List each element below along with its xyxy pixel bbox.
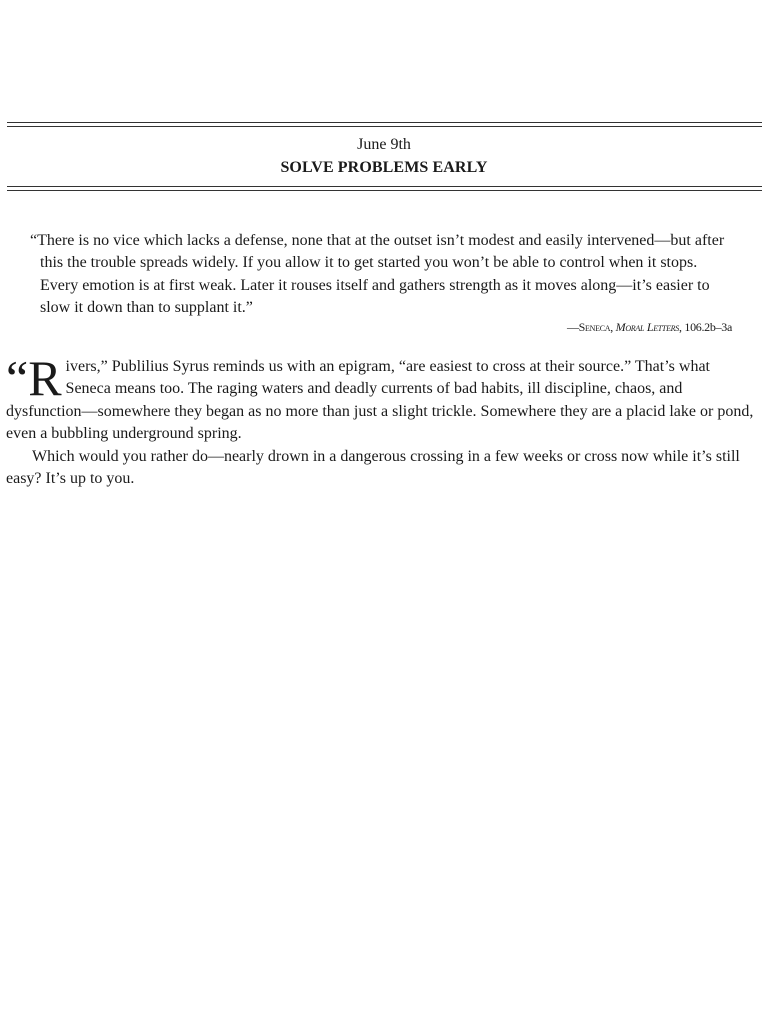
entry-date: June 9th — [357, 136, 411, 153]
body-paragraph-2: Which would you rather do—nearly drown in a dangerous crossing in a few weeks or cross now while it’s still easy? It’s up to you. — [6, 447, 740, 488]
attribution-work: Moral Letters — [615, 320, 679, 334]
attribution-separator: , — [610, 320, 616, 334]
header-top-rule — [7, 122, 762, 123]
attribution-dash: — — [566, 320, 579, 334]
body-paragraph-1 — [6, 350, 754, 446]
epigraph — [30, 230, 730, 320]
drop-cap: “R — [6, 350, 62, 406]
body-text — [6, 350, 754, 490]
header-bottom-rule — [7, 190, 762, 191]
entry-title: SOLVE PROBLEMS EARLY — [280, 159, 488, 176]
page-header — [0, 134, 768, 180]
epigraph-quote: “There is no vice which lacks a defense, none that at the outset isn’t modest and easily intervened—but after this the trouble spreads widely. If you allow it to get started you won’t be able to control when it stops. Every emotion is at first weak. Later it rouses itself and gathers strength as it moves along—it’s easier to slow it down than to supplant it.” — [30, 232, 725, 317]
header-top-rule-inner — [7, 126, 762, 127]
attribution-reference: , 106.2b–3a — [678, 320, 732, 334]
epigraph-attribution — [567, 318, 732, 336]
attribution-author: Seneca — [578, 320, 611, 334]
body-paragraph-1-text: ivers,” Publilius Syrus reminds us with an epigram, “are easiest to cross at their source.” That’s what Seneca means too. The raging waters and deadly currents of bad habits, ill discipline, chaos, and dysfunction—somewhere they began as no more than just a slight trickle. Somewhere they are a placid lake or pond, even a bubbling underground spring. — [6, 358, 754, 443]
header-bottom-rule-inner — [7, 186, 762, 187]
